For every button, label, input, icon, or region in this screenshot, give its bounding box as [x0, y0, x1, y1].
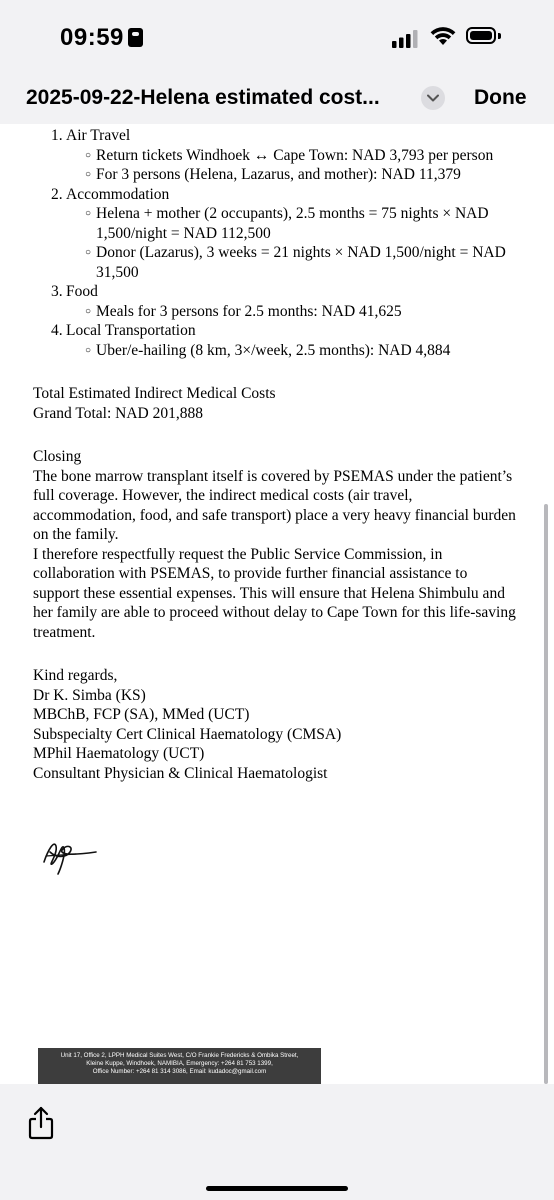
list-item: ○ Helena + mother (2 occupants), 2.5 months = 75 nights × NAD 1,500/night = NAD 112,500: [85, 205, 489, 242]
document-page[interactable]: [0, 124, 554, 1084]
done-button[interactable]: Done: [474, 86, 527, 109]
section-local-transport: [0, 321, 554, 341]
bullet-icon: ○: [85, 344, 92, 356]
closing-paragraph-2: I therefore respectfully request the Public Service Commission, in collaboration with PSEMAS, to provide further financial assistance to support these essential expenses. This will ensure that Helena Shimbulu and her family are able to proceed without delay to Cape Town for this life-saving treatment.: [33, 545, 516, 641]
closing-heading: Closing: [33, 448, 82, 465]
footer-address-line: Kleine Kuppe, Windhoek, NAMIBIA, Emergency: +264 81 753 1399,: [86, 1060, 273, 1068]
section-air-travel: [0, 126, 554, 146]
footer-contact-line: Office Number: +264 81 314 3086, Email: kudadoc@gmail.com: [92, 1068, 267, 1076]
battery-tip: [498, 33, 501, 39]
list-number: 3.: [51, 283, 63, 300]
nav-bar: [0, 72, 554, 124]
list-item: ○ Uber/e-hailing (8 km, 3×/week, 2.5 months): NAD 4,884: [85, 341, 451, 359]
list-number: 1.: [51, 127, 63, 144]
grand-total: Grand Total: NAD 201,888: [33, 404, 203, 422]
bullet-icon: ○: [85, 305, 92, 317]
list-number: 2.: [51, 185, 63, 203]
chevron-down-icon: [427, 94, 439, 102]
bullet-icon: ○: [85, 247, 92, 258]
section-accommodation: [0, 185, 554, 205]
id-card-icon: [128, 28, 143, 47]
list-item: ○ Return tickets Windhoek ↔ Cape Town: NAD 3,793 per person: [85, 146, 494, 164]
bullet-icon: ○: [85, 169, 92, 180]
signatory-qualification: MPhil Haematology (UCT): [33, 745, 205, 762]
title-menu-button[interactable]: [421, 86, 445, 110]
signatory-name: Dr K. Simba (KS): [33, 686, 146, 704]
cellular-signal-icon: [392, 30, 418, 48]
signature-image: [40, 832, 100, 876]
section-title: Accommodation: [66, 185, 170, 203]
bottom-toolbar: [0, 1084, 554, 1200]
wifi-icon: [430, 26, 456, 46]
section-title: Air Travel: [66, 127, 131, 144]
letterhead-footer: [38, 1048, 321, 1084]
list-item: ○ Donor (Lazarus), 3 weeks = 21 nights × NAD 1,500/night = NAD 31,500: [85, 244, 506, 281]
signatory-title: Consultant Physician & Clinical Haematologist: [33, 764, 328, 782]
list-item: ○ Meals for 3 persons for 2.5 months: NAD 41,625: [85, 302, 402, 320]
totals-heading: Total Estimated Indirect Medical Costs: [33, 385, 276, 402]
bullet-icon: ○: [85, 208, 92, 219]
home-indicator[interactable]: [206, 1186, 348, 1191]
share-icon[interactable]: [28, 1106, 54, 1140]
closing-paragraph-1: The bone marrow transplant itself is covered by PSEMAS under the patient’s full coverage. However, the indirect medical costs (air travel, accommodation, food, and safe transport) place a very heavy financial burden on the family.: [33, 467, 516, 543]
cost-breakdown-list: [0, 126, 554, 360]
status-bar: [0, 0, 554, 70]
list-number: 4.: [51, 322, 63, 339]
regards-line: Kind regards,: [33, 667, 118, 684]
scrollbar[interactable]: [544, 504, 548, 1084]
bullet-icon: ○: [85, 149, 92, 161]
signatory-qualification: Subspecialty Cert Clinical Haematology (CMSA): [33, 725, 342, 743]
section-title: Local Transportation: [66, 322, 196, 339]
battery-icon: [466, 27, 496, 44]
status-time: 09:59: [60, 24, 143, 52]
document-title[interactable]: 2025-09-22-Helena estimated cost...: [26, 86, 380, 109]
section-food: [0, 282, 554, 302]
section-title: Food: [66, 283, 98, 300]
list-item: ○ For 3 persons (Helena, Lazarus, and mother): NAD 11,379: [85, 166, 461, 183]
footer-address-line: Unit 17, Office 2, LPPH Medical Suites West, C/O Frankie Fredericks & Ombika Street,: [60, 1052, 299, 1059]
signatory-qualification: MBChB, FCP (SA), MMed (UCT): [33, 706, 250, 723]
